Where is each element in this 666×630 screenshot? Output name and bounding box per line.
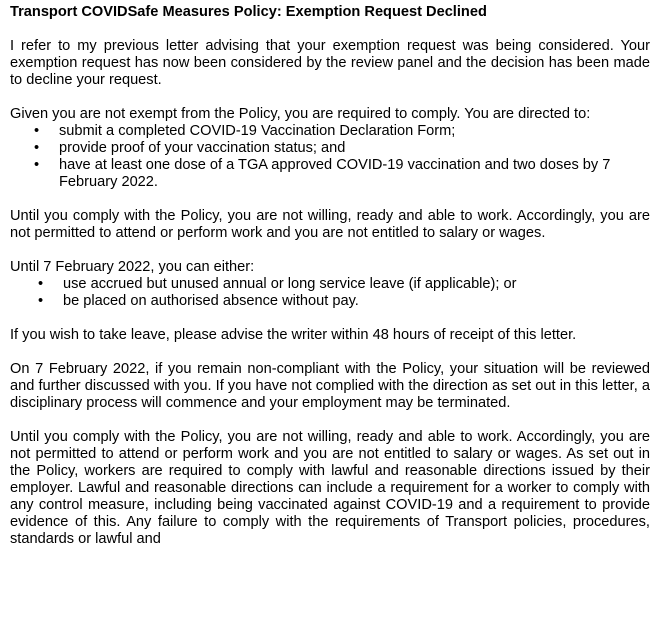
directions-list: [10, 123, 650, 191]
list-item: • have at least one dose of a TGA approved COVID-19 vaccination and two doses by 7 February 2022.: [10, 157, 650, 191]
letter-title: Transport COVIDSafe Measures Policy: Exemption Request Declined: [10, 4, 487, 20]
paragraph-non-compliant: On 7 February 2022, if you remain non-compliant with the Policy, your situation will be reviewed and further discussed with you. If you have not complied with the direction as set out in this letter, a disciplinary process will commence and your employment may be terminated.: [10, 361, 650, 411]
paragraph-not-willing: Until you comply with the Policy, you are not willing, ready and able to work. Accordingly, you are not permitted to attend or perform work and you are not entitled to salary or wages.: [10, 208, 650, 241]
paragraph-take-leave: If you wish to take leave, please advise the writer within 48 hours of receipt of this letter.: [10, 327, 577, 343]
paragraph-previous-letter: I refer to my previous letter advising that your exemption request was being considered. Your exemption request has now been considered by the review panel and the decision has been made to decline your request.: [10, 38, 650, 88]
list-item: • submit a completed COVID-19 Vaccination Declaration Form;: [10, 123, 650, 140]
list-item: • be placed on authorised absence without pay.: [10, 293, 650, 310]
list-item: • provide proof of your vaccination status; and: [10, 140, 650, 157]
paragraph-directed-to: Given you are not exempt from the Policy, you are required to comply. You are directed to:: [10, 106, 591, 122]
paragraph-options-intro: Until 7 February 2022, you can either:: [10, 259, 255, 275]
leave-options-list: [10, 276, 650, 310]
list-item: • use accrued but unused annual or long service leave (if applicable); or: [10, 276, 650, 293]
paragraph-lawful-directions: Until you comply with the Policy, you are not willing, ready and able to work. Accordingly, you are not permitted to attend or perform work and you are not entitled to salary or wages. As set out in the Policy, workers are required to comply with lawful and reasonable directions issued by their employer. Lawful and reasonable directions can include a requirement for a worker to comply with any control measure, including being vaccinated against COVID-19 and a requirement to provide evidence of this. Any failure to comply with the requirements of Transport policies, procedures, standards or lawful and: [10, 429, 650, 547]
